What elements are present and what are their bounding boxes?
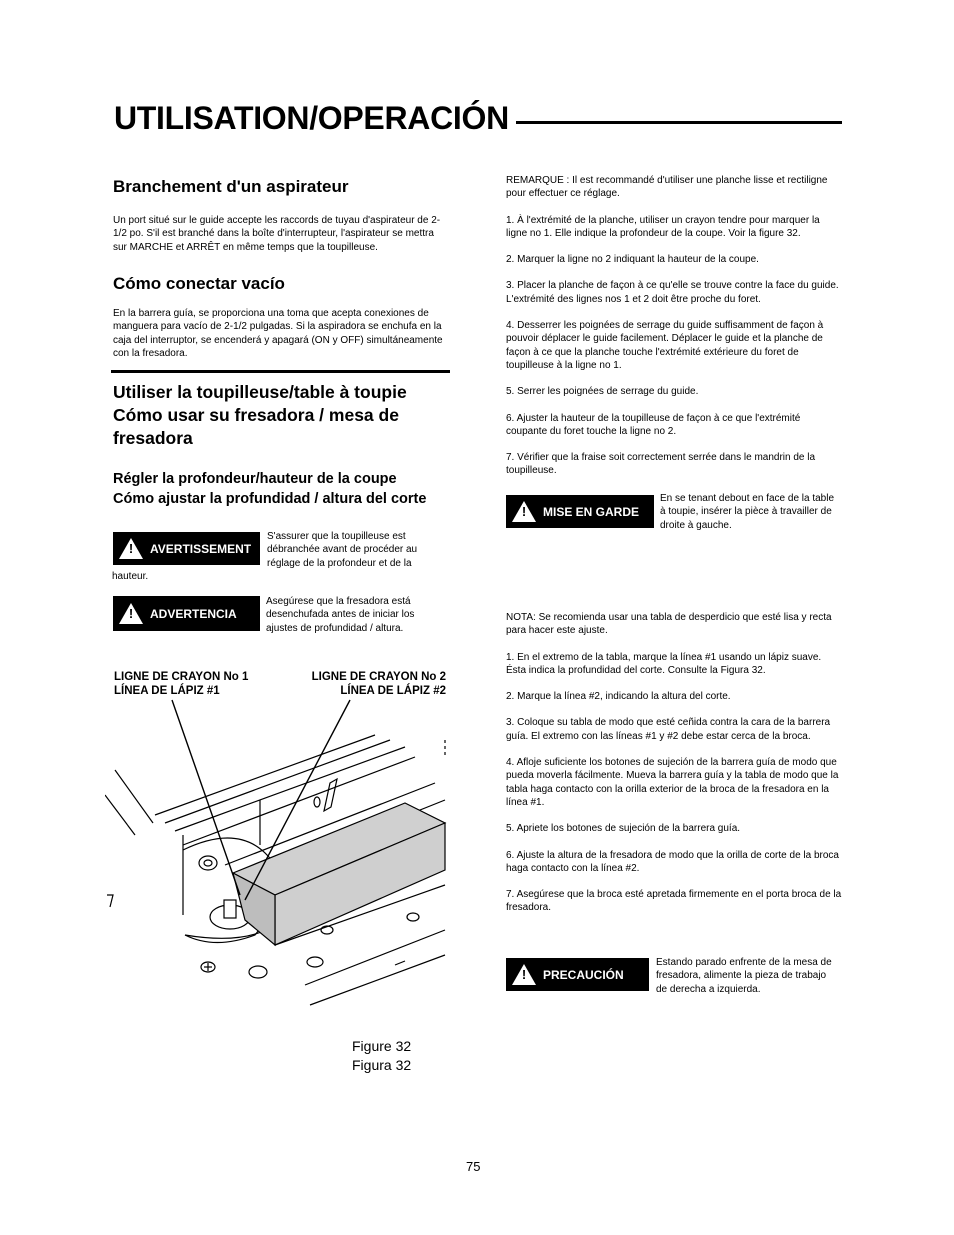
figure-label-line-2-es: LÍNEA DE LÁPIZ #2: [340, 685, 446, 697]
warning-text-es: Asegúrese que la fresadora está desenchufada antes de iniciar los ajustes de profundidad / altura.: [266, 596, 415, 634]
es-step: 3. Coloque su tabla de modo que esté ceñida contra la cara de la barrera guía. El extremo con las líneas #1 y #2 debe estar cerca de la broca.: [506, 717, 831, 742]
caution-text-fr: En se tenant debout en face de la table à toupie, insérer la pièce à travailler de droite à gauche.: [660, 493, 835, 531]
es-step: 4. Afloje suficiente los botones de sujeción de la barrera guía de modo que pueda moverla fácilmente. Mueva la barrera guía y la tabla de modo que la tabla haga contacto con la orilla exterior de la broca de la fresadora en la línea #1.: [506, 757, 839, 808]
vacuum-heading-fr: Branchement d'un aspirateur: [113, 177, 349, 196]
page-title: UTILISATION/OPERACIÓN: [114, 100, 509, 136]
caution-banner-es: [506, 958, 649, 991]
figure-label-line-1-fr: LIGNE DE CRAYON No 1: [114, 671, 249, 683]
caution-banner-fr: [506, 495, 654, 528]
vacuum-text-fr: Un port situé sur le guide accepte les raccords de tuyau d'aspirateur de 2-1/2 po. S'il est branché dans la boîte d'interrupteur, l'aspirateur se mettra sur MARCHE et ARRÊT en même temps que la toupilleuse.: [113, 215, 441, 253]
fr-step: 3. Placer la planche de façon à ce qu'elle se trouve contre la face du guide. L'extrémité des lignes nos 1 et 2 doit être proche du foret.: [506, 280, 839, 305]
figure-label-line-2-fr: LIGNE DE CRAYON No 2: [311, 671, 446, 683]
es-step: 2. Marque la línea #2, indicando la altura del corte.: [506, 691, 731, 703]
warning-text-fr-line-3: réglage de la profondeur et de la: [267, 557, 412, 569]
warning-banner-fr: [113, 532, 260, 565]
section-separator: [111, 370, 450, 373]
warning-banner-es: [113, 596, 260, 631]
figure-label-line-1-es: LÍNEA DE LÁPIZ #1: [114, 685, 220, 697]
vacuum-text-es: En la barrera guía, se proporciona una toma que acepta conexiones de manguera para vacío de 2-1/2 pulgadas. Si la aspiradora se enchufa en la caja del interruptor, se encenderá y apagará (ON y OFF) simultáneamente con la fresadora.: [113, 308, 443, 359]
page-number: 75: [466, 1159, 481, 1174]
fr-step: 1. À l'extrémité de la planche, utiliser un crayon tendre pour marquer la ligne no 1. Elle indique la profondeur de la coupe. Voir la figure 32.: [506, 214, 820, 239]
warning-text-fr: [267, 530, 447, 570]
router-table-illustration: [105, 695, 450, 1015]
warning-text-fr-line-4: hauteur.: [112, 571, 149, 582]
use-router-heading-line-3: fresadora: [113, 428, 193, 448]
es-note: NOTA: Se recomienda usar una tabla de desperdicio que esté lisa y recta para hacer este ajuste.: [506, 612, 832, 637]
fr-step: 6. Ajuster la hauteur de la toupilleuse de façon à ce que l'extrémité coupante du foret touche la ligne no 2.: [506, 412, 801, 437]
warning-text-fr-line-1: S'assurer que la toupilleuse est: [267, 531, 406, 542]
warning-triangle-icon: !: [119, 603, 143, 624]
es-step: 6. Ajuste la altura de la fresadora de modo que la orilla de corte de la broca haga contacto con la línea #2.: [506, 849, 839, 874]
caution-label-es: PRECAUCIÓN: [543, 967, 624, 982]
use-router-heading: [113, 381, 407, 450]
vacuum-heading-es: Cómo conectar vacío: [113, 274, 285, 293]
figure-caption: [352, 1037, 411, 1075]
warning-label-fr: AVERTISSEMENT: [150, 541, 252, 556]
fr-note: REMARQUE : Il est recommandé d'utiliser une planche lisse et rectiligne pour effectuer ce réglage.: [506, 175, 828, 200]
warning-triangle-icon: !: [512, 964, 536, 985]
figure-caption-es: Figura 32: [352, 1057, 412, 1073]
figure-label-line-1: [114, 670, 248, 698]
fr-step: 7. Vérifier que la fraise soit correctement serrée dans le mandrin de la toupilleuse.: [506, 452, 816, 477]
depth-heading-fr: Régler la profondeur/hauteur de la coupe: [113, 471, 397, 487]
fr-step: 2. Marquer la ligne no 2 indiquant la hauteur de la coupe.: [506, 254, 759, 266]
fr-step: 4. Desserrer les poignées de serrage du guide suffisamment de façon à pouvoir déplacer le guide facilement. Déplacer le guide et la planche de façon à ce que la planche touche l'extrémité extérieure du foret de toupilleuse à la ligne no 1.: [506, 320, 824, 371]
fr-step: 5. Serrer les poignées de serrage du guide.: [506, 386, 699, 398]
depth-heading-es: Cómo ajustar la profundidad / altura del corte: [113, 491, 427, 507]
warning-triangle-icon: !: [119, 538, 143, 559]
caution-text-es: Estando parado enfrente de la mesa de fresadora, alimente la pieza de trabajo de derecha a izquierda.: [656, 957, 832, 995]
use-router-heading-line-1: Utiliser la toupilleuse/table à toupie: [113, 382, 407, 402]
right-column-fr: [506, 174, 842, 491]
warning-text-fr-line-2: débranchée avant de procéder au: [267, 544, 418, 556]
es-step: 7. Asegúrese que la broca esté apretada firmemente en el porta broca de la fresadora.: [506, 889, 842, 914]
es-step: 1. En el extremo de la tabla, marque la línea #1 usando un lápiz suave. Ésta indica la profundidad del corte. Consulte la Figura 32.: [506, 651, 822, 676]
title-rule: [516, 121, 842, 124]
caution-label-fr: MISE EN GARDE: [543, 504, 640, 519]
figure-label-line-2: [296, 670, 446, 698]
figure-caption-fr: Figure 32: [352, 1038, 412, 1054]
es-step: 5. Apriete los botones de sujeción de la barrera guía.: [506, 823, 741, 835]
use-router-heading-line-2: Cómo usar su fresadora / mesa de: [113, 405, 399, 425]
right-column-es: [506, 611, 842, 928]
depth-heading: [113, 469, 426, 509]
warning-label-es: ADVERTENCIA: [150, 606, 237, 621]
warning-triangle-icon: !: [512, 501, 536, 522]
